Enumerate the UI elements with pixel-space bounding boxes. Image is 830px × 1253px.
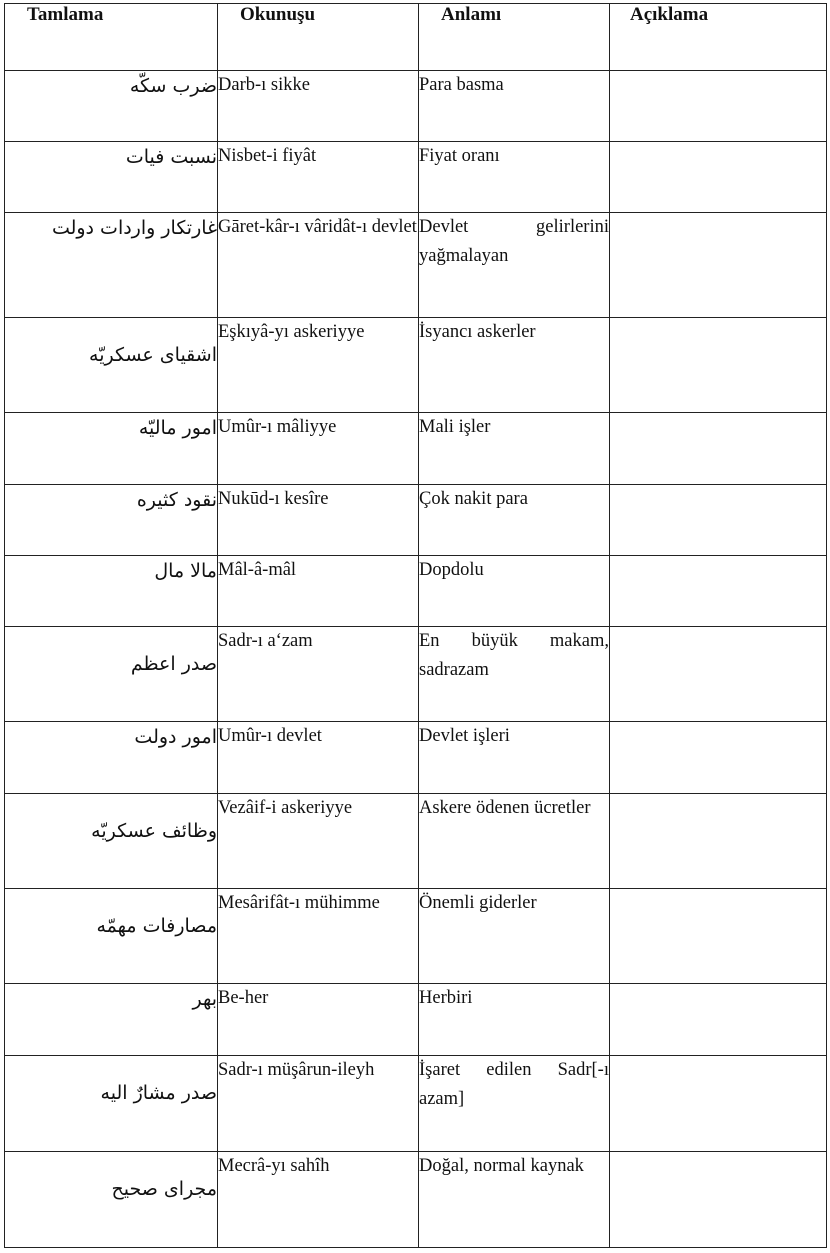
aciklama-cell xyxy=(610,722,827,794)
anlami-cell: En büyük makam, sadrazam xyxy=(419,627,610,722)
anlami-cell: Dopdolu xyxy=(419,556,610,627)
aciklama-cell xyxy=(610,318,827,413)
tamlama-cell: صدر اعظم xyxy=(5,627,218,722)
table-row xyxy=(5,485,827,556)
okunusu-cell: Mecrâ-yı sahîh xyxy=(218,1152,419,1248)
table-row xyxy=(5,556,827,627)
aciklama-cell xyxy=(610,1152,827,1248)
aciklama-cell xyxy=(610,485,827,556)
okunusu-cell: Nisbet-i fiyât xyxy=(218,142,419,213)
okunusu-cell: Sadr-ı a‘zam xyxy=(218,627,419,722)
anlami-cell: Devlet gelirlerini yağmalayan xyxy=(419,213,610,318)
table-row xyxy=(5,318,827,413)
okunusu-cell: Sadr-ı müşârun-ileyh xyxy=(218,1056,419,1152)
aciklama-cell xyxy=(610,1056,827,1152)
aciklama-cell xyxy=(610,794,827,889)
table-row xyxy=(5,413,827,485)
anlami-cell: Askere ödenen ücretler xyxy=(419,794,610,889)
aciklama-cell xyxy=(610,627,827,722)
tamlama-cell: امور مالیّه xyxy=(5,413,218,485)
okunusu-cell: Mâl-â-mâl xyxy=(218,556,419,627)
table-row xyxy=(5,142,827,213)
okunusu-cell: Nukūd-ı kesîre xyxy=(218,485,419,556)
aciklama-cell xyxy=(610,142,827,213)
okunusu-cell: Gāret-kâr-ı vâridât-ı devlet xyxy=(218,213,419,318)
okunusu-cell: Mesârifât-ı mühimme xyxy=(218,889,419,984)
anlami-cell: Doğal, normal kaynak xyxy=(419,1152,610,1248)
header-tamlama: Tamlama xyxy=(5,4,218,71)
aciklama-cell xyxy=(610,984,827,1056)
aciklama-cell xyxy=(610,71,827,142)
okunusu-cell: Darb-ı sikke xyxy=(218,71,419,142)
tamlama-cell: نقود کثیره xyxy=(5,485,218,556)
table-row xyxy=(5,213,827,318)
table-row xyxy=(5,722,827,794)
tamlama-cell: امور دولت xyxy=(5,722,218,794)
table-row xyxy=(5,889,827,984)
tamlama-cell: مجرای صحیح xyxy=(5,1152,218,1248)
aciklama-cell xyxy=(610,413,827,485)
table-row xyxy=(5,71,827,142)
okunusu-cell: Be-her xyxy=(218,984,419,1056)
okunusu-cell: Eşkıyâ-yı askeriyye xyxy=(218,318,419,413)
tamlama-cell: بهر xyxy=(5,984,218,1056)
okunusu-cell: Umûr-ı mâliyye xyxy=(218,413,419,485)
header-aciklama: Açıklama xyxy=(610,4,827,71)
tamlama-cell: غارتکار واردات دولت xyxy=(5,213,218,318)
tamlama-cell: صدر مشارٌ الیه xyxy=(5,1056,218,1152)
tamlama-cell: نسبت فیات xyxy=(5,142,218,213)
anlami-cell: Herbiri xyxy=(419,984,610,1056)
anlami-cell: Mali işler xyxy=(419,413,610,485)
tamlama-cell: ضرب سکّه xyxy=(5,71,218,142)
vocabulary-table xyxy=(4,3,827,1248)
header-okunusu: Okunuşu xyxy=(218,4,419,71)
tamlama-cell: مصارفات مهمّه xyxy=(5,889,218,984)
okunusu-cell: Umûr-ı devlet xyxy=(218,722,419,794)
tamlama-cell: مالا مال xyxy=(5,556,218,627)
table-row xyxy=(5,984,827,1056)
anlami-cell: Önemli giderler xyxy=(419,889,610,984)
tamlama-cell: وظائف عسکریّه xyxy=(5,794,218,889)
aciklama-cell xyxy=(610,556,827,627)
anlami-cell: Fiyat oranı xyxy=(419,142,610,213)
anlami-cell: İşaret edilen Sadr[-ı azam] xyxy=(419,1056,610,1152)
anlami-cell: Devlet işleri xyxy=(419,722,610,794)
anlami-cell: Para basma xyxy=(419,71,610,142)
tamlama-cell: اشقیای عسکریّه xyxy=(5,318,218,413)
table-row xyxy=(5,794,827,889)
anlami-cell: Çok nakit para xyxy=(419,485,610,556)
table-row xyxy=(5,1056,827,1152)
okunusu-cell: Vezâif-i askeriyye xyxy=(218,794,419,889)
table-row xyxy=(5,1152,827,1248)
header-anlami: Anlamı xyxy=(419,4,610,71)
anlami-cell: İsyancı askerler xyxy=(419,318,610,413)
table-row xyxy=(5,627,827,722)
header-row xyxy=(5,4,827,71)
aciklama-cell xyxy=(610,213,827,318)
aciklama-cell xyxy=(610,889,827,984)
